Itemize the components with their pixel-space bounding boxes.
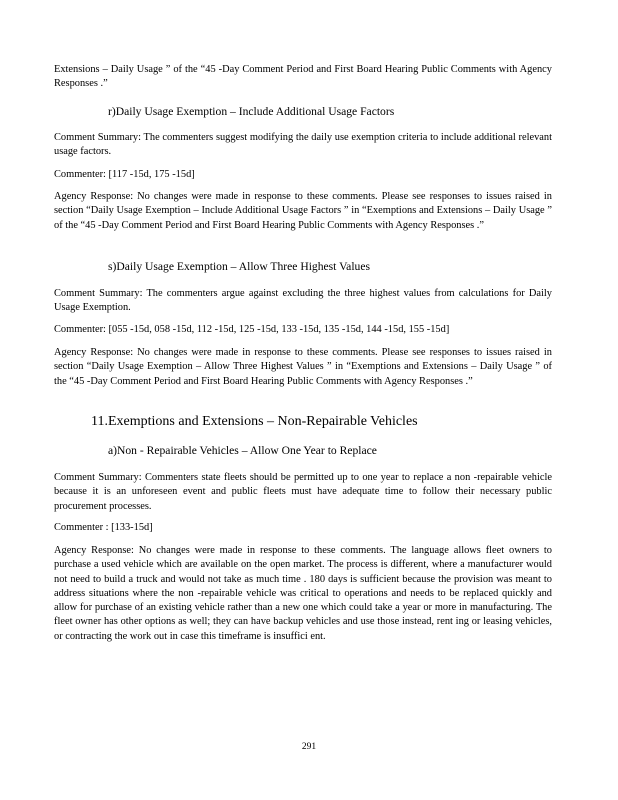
subsection-heading-a: a)Non - Repairable Vehicles – Allow One Year to Replace bbox=[108, 444, 377, 457]
comment-summary-s: Comment Summary: The commenters argue against excluding the three highest values from calculations for Daily Usage Exemption. bbox=[54, 288, 552, 314]
comment-summary-a: Comment Summary: Commenters state fleets should be permitted up to one year to replace a non -repairable vehicle because it is an unforeseen event and public fleets must have adequate time to follow their necessary public procurement processes. bbox=[54, 472, 552, 512]
commenter-list-s: Commenter: [055 -15d, 058 -15d, 112 -15d, 125 -15d, 133 -15d, 135 -15d, 144 -15d, 155 -15d] bbox=[54, 324, 450, 335]
commenter-list-a: Commenter : [133-15d] bbox=[54, 522, 153, 533]
comment-summary-r: Comment Summary: The commenters suggest modifying the daily use exemption criteria to include additional relevant usage factors. bbox=[54, 132, 552, 158]
agency-response-r: Agency Response: No changes were made in response to these comments. Please see responses to issues raised in section “Daily Usage Exemption – Include Additional Usage Factors ” in “Exemptions and Extensions – Daily Usage ” of the “45 -Day Comment Period and First Board Hearing Public Comments with Agency Responses .” bbox=[54, 191, 552, 231]
page-number: 291 bbox=[301, 742, 317, 752]
subsection-heading-r: r)Daily Usage Exemption – Include Additional Usage Factors bbox=[108, 105, 395, 118]
commenter-list-r: Commenter: [117 -15d, 175 -15d] bbox=[54, 169, 195, 180]
section-heading-11: 11.Exemptions and Extensions – Non-Repairable Vehicles bbox=[91, 414, 418, 429]
subsection-heading-s: s)Daily Usage Exemption – Allow Three Highest Values bbox=[108, 260, 370, 273]
agency-response-a: Agency Response: No changes were made in response to these comments. The language allows fleet owners to purchase a used vehicle which are available on the open market. The process is different, where a manufacturer would not need to build a truck and would not take as much time . 180 days is sufficient because the provision was meant to address situations where the non -repairable vehicle was critical to operations and needs to be replaced quickly and allow for purchase of an existing vehicle rather than a new one which could take a year or more in manufacturing. The fleet owner has other options as well; they can have backup vehicles and use those instead, rent ing or leasing vehicles, or contracting the work out in case this timeframe is insuffici ent. bbox=[54, 545, 552, 642]
intro-continuation-paragraph: Extensions – Daily Usage ” of the “45 -Day Comment Period and First Board Hearing Public Comments with Agency Responses .” bbox=[54, 64, 552, 90]
agency-response-s: Agency Response: No changes were made in response to these comments. Please see responses to issues raised in section “Daily Usage Exemption – Allow Three Highest Values ” in “Exemptions and Extensions – Daily Usage ” of the “45 -Day Comment Period and First Board Hearing Public Comments with Agency Responses .” bbox=[54, 347, 552, 387]
